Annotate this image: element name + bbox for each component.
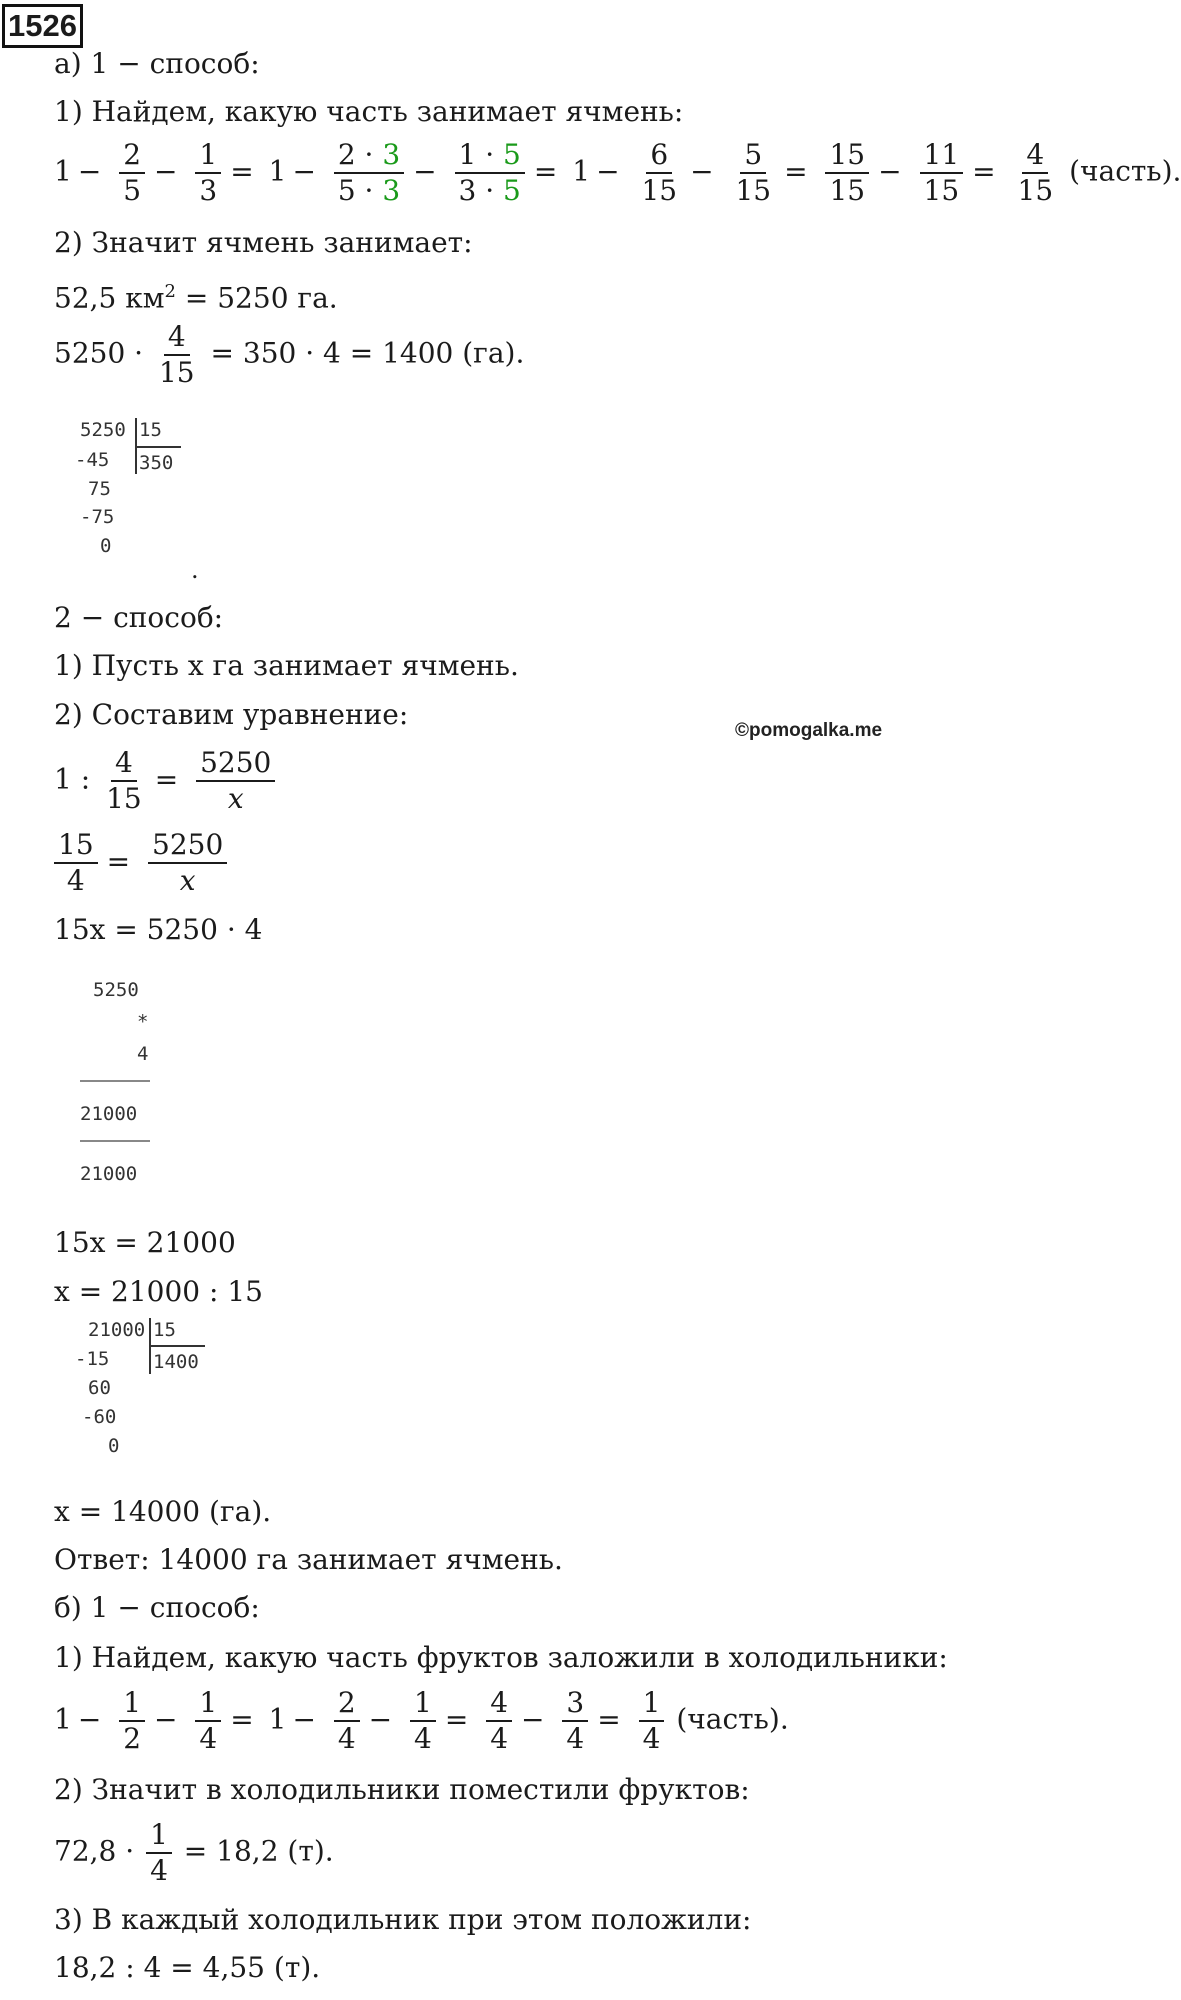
part-a-step1: 1) Найдем, какую часть занимает ячмень:	[54, 95, 684, 128]
equation-mult: 15x = 5250 · 4	[54, 913, 263, 946]
equation-15x: 15x = 21000	[54, 1226, 236, 1259]
part-b-calc-line: 72,8 · $\frac{1}{4}$ = 18,2 (т).	[54, 1818, 334, 1887]
equation-x-div: x = 21000 : 15	[54, 1275, 263, 1308]
part-b-step2: 2) Значит в холодильники поместили фруктов:	[54, 1773, 750, 1806]
problem-number: 1526	[2, 4, 83, 48]
part-b-step1: 1) Найдем, какую часть фруктов заложили в холодильники:	[54, 1641, 948, 1674]
part-a-area-line: 52,5 $км^2 = 5250$ га.	[54, 281, 338, 315]
watermark: ©pomogalka.me	[735, 720, 883, 741]
method2-step2: 2) Составим уравнение:	[54, 698, 409, 731]
equation-ratio: $\frac{15}{4}$ = $\frac{5250}{x}$	[54, 828, 230, 898]
part-b-fraction-equation: 1 − $\frac{1}{2}$ − $\frac{1}{4}$ = 1 − $\frac{2}{4}$ − $\frac{1}{4}$ = $\frac{4}{4}$ − $\frac{3}{4}$ = $\frac{1}{4}$ (часть).	[54, 1686, 789, 1755]
part-a-fraction-equation: 1 − $\frac{2}{5}$ − $\frac{1}{3}$ = 1 − $\frac{2 \cdot 3}{5 \cdot 3}$ − $\frac{1 \cdot 5}{3 \cdot 5}$ = 1 − $\frac{6}{15}$ − $\frac{5}{15}$ = $\frac{15}{15}$ − $\frac{11}{15}$ = $\frac{4}{15}$ (часть).	[54, 138, 1181, 207]
part-a-heading: а) 1 − способ:	[54, 47, 260, 80]
part-a-step2: 2) Значит ячмень занимает:	[54, 226, 473, 259]
method2-step1: 1) Пусть x га занимает ячмень.	[54, 649, 519, 682]
method2-heading: 2 − способ:	[54, 601, 224, 634]
stray-dot: .	[191, 556, 199, 584]
part-a-answer: Ответ: 14000 га занимает ячмень.	[54, 1543, 563, 1576]
part-a-calc-line: 5250 · $\frac{4}{15}$ = 350 · 4 = 1400 (га).	[54, 320, 525, 389]
part-b-heading: б) 1 − способ:	[54, 1591, 260, 1624]
part-b-step3: 3) В каждый холодильник при этом положили:	[54, 1903, 752, 1936]
equation-x-result: x = 14000 (га).	[54, 1495, 272, 1528]
equation-proportion: 1 : $\frac{4}{15}$ = $\frac{5250}{x}$	[54, 746, 278, 816]
solution-page: 1526 а) 1 − способ: 1) Найдем, какую часть занимает ячмень: 1 − $\frac{2}{5}$ − $\frac{1}{3}$ = 1 − $\frac{2 \cdot 3}{5 \cdot 3}$ − $\frac{1 \cdot 5}{3 \cdot 5}$ = 1 − $\frac{6}{15}$ − $\frac{5}{15}$ = $\frac{15}{15}$ − $\frac{11}{15}$ = $\frac{4}{15}$ (часть). 2) Значит ячмень занимает: 52,5 $км^2 = 5250$ га. 5250 · $\frac{4}{15}$ = 350 · 4 = 1400 (га). 5250 15 350 -45 75 -75 0 . 2 − способ: 1) Пусть x га занимает ячмень. 2) Составим уравнение: ©pomogalka.me 1 : $\frac{4}{15}$ = $\frac{5250}{x}$ $\frac{15}{4}$ = $\frac{5250}{x}$ 15x = 5250 · 4 5250 * 4 21000 21000 15x = 21000 x = 21000 : 15 21000 15 1400 -15 60 -60 0 x = 14000 (га). Ответ: 14000 га занимает ячмень. б) 1 − способ: 1) Найдем, какую часть фруктов заложили в холодильники: 1 − $\frac{1}{2}$ − $\frac{1}{4}$ = 1 − $\frac{2}{4}$ − $\frac{1}{4}$ = $\frac{4}{4}$ − $\frac{3}{4}$ = $\frac{1}{4}$ (часть). 2) Значит в холодильники поместили фруктов: 72,8 · $\frac{1}{4}$ = 18,2 (т). 3) В каждый холодильник при этом положили: 18,2 : 4 = 4,55 (т).	[0, 0, 960, 2000]
part-a-eq1-tail: (часть).	[1069, 154, 1181, 188]
part-b-final: 18,2 : 4 = 4,55 (т).	[54, 1951, 321, 1984]
